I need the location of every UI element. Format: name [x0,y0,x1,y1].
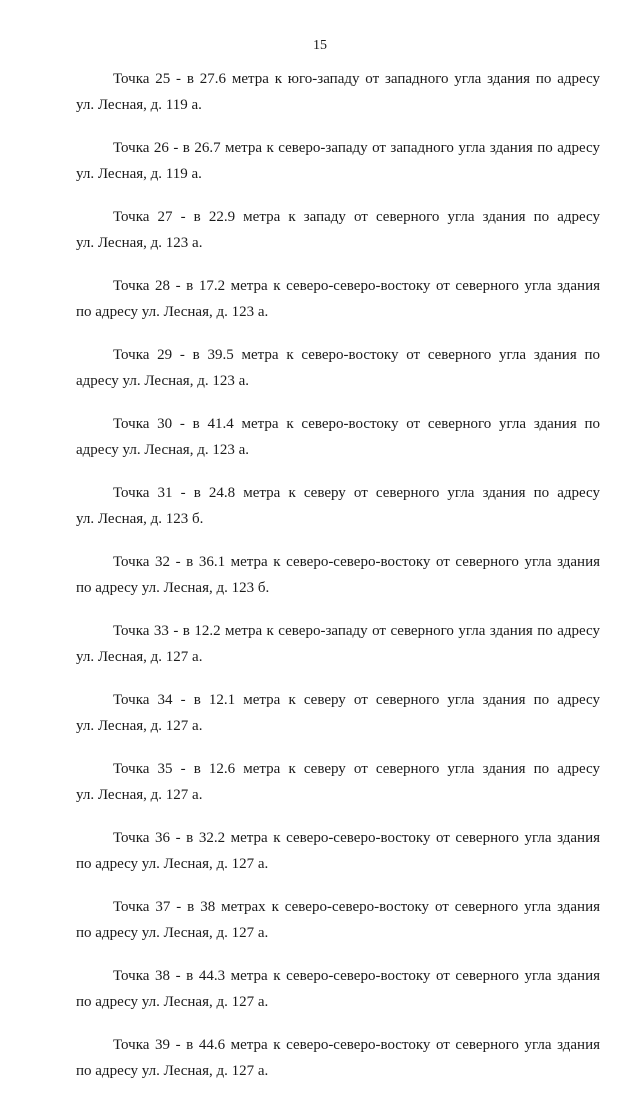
paragraph-line: по адресу ул. Лесная, д. 123 б. [76,580,270,596]
paragraph-line: Точка 35 - в 12.6 метра к северу от северного угла здания по адресу [113,761,600,777]
paragraph-line: ул. Лесная, д. 127 а. [76,649,203,665]
paragraph-line: Точка 33 - в 12.2 метра к северо-западу от северного угла здания по адресу [113,623,600,639]
paragraph-line: Точка 25 - в 27.6 метра к юго-западу от западного угла здания по адресу [113,71,600,87]
paragraph-line: ул. Лесная, д. 119 а. [76,166,202,182]
paragraph-line: Точка 30 - в 41.4 метра к северо-востоку от северного угла здания по [113,416,600,432]
paragraph-line: ул. Лесная, д. 123 а. [76,235,203,251]
paragraph-point-32 [76,549,600,601]
paragraph-point-36 [76,825,600,877]
paragraph-line: ул. Лесная, д. 127 а. [76,787,203,803]
paragraph-line: ул. Лесная, д. 127 а. [76,718,203,734]
paragraph-point-33 [76,618,600,670]
paragraph-point-38 [76,963,600,1015]
paragraph-point-27 [76,204,600,256]
paragraph-point-34 [76,687,600,739]
paragraph-line: адресу ул. Лесная, д. 123 а. [76,373,249,389]
paragraph-point-35 [76,756,600,808]
paragraph-line: адресу ул. Лесная, д. 123 а. [76,442,249,458]
paragraph-line: Точка 31 - в 24.8 метра к северу от северного угла здания по адресу [113,485,600,501]
paragraph-line: по адресу ул. Лесная, д. 127 а. [76,994,269,1010]
document-body [76,66,600,1101]
paragraph-line: по адресу ул. Лесная, д. 127 а. [76,925,269,941]
paragraph-point-26 [76,135,600,187]
paragraph-line: Точка 34 - в 12.1 метра к северу от северного угла здания по адресу [113,692,600,708]
page-number: 15 [313,38,327,53]
paragraph-line: Точка 28 - в 17.2 метра к северо-северо-востоку от северного угла здания [113,278,600,294]
paragraph-point-29 [76,342,600,394]
paragraph-line: Точка 32 - в 36.1 метра к северо-северо-востоку от северного угла здания [113,554,600,570]
paragraph-line: по адресу ул. Лесная, д. 123 а. [76,304,269,320]
paragraph-line: Точка 37 - в 38 метрах к северо-северо-востоку от северного угла здания [113,899,600,915]
paragraph-point-37 [76,894,600,946]
paragraph-line: Точка 38 - в 44.3 метра к северо-северо-востоку от северного угла здания [113,968,600,984]
paragraph-line: по адресу ул. Лесная, д. 127 а. [76,1063,269,1079]
paragraph-line: ул. Лесная, д. 119 а. [76,97,202,113]
paragraph-point-30 [76,411,600,463]
paragraph-point-39 [76,1032,600,1084]
paragraph-line: Точка 29 - в 39.5 метра к северо-востоку от северного угла здания по [113,347,600,363]
paragraph-line: Точка 27 - в 22.9 метра к западу от северного угла здания по адресу [113,209,600,225]
paragraph-point-31 [76,480,600,532]
paragraph-line: Точка 39 - в 44.6 метра к северо-северо-востоку от северного угла здания [113,1037,600,1053]
paragraph-line: Точка 36 - в 32.2 метра к северо-северо-востоку от северного угла здания [113,830,600,846]
paragraph-line: ул. Лесная, д. 123 б. [76,511,204,527]
paragraph-line: по адресу ул. Лесная, д. 127 а. [76,856,269,872]
paragraph-line: Точка 26 - в 26.7 метра к северо-западу от западного угла здания по адресу [113,140,600,156]
paragraph-point-25 [76,66,600,118]
paragraph-point-28 [76,273,600,325]
